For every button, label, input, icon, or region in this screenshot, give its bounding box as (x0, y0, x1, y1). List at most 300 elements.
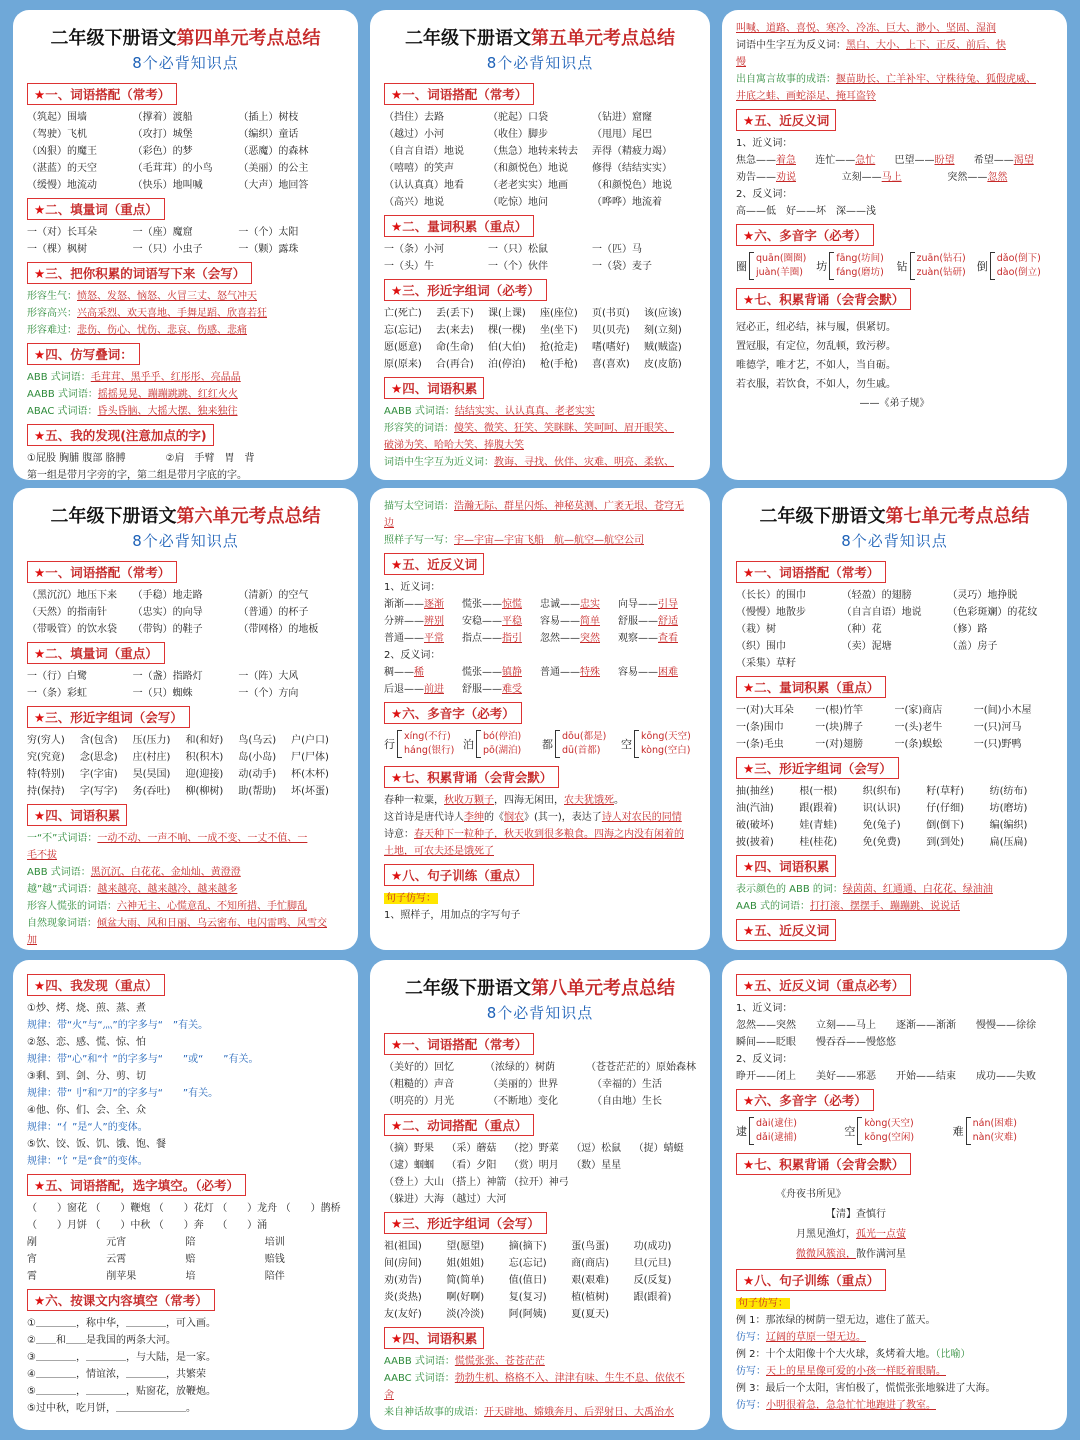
text-line: 越”越”式词语：越来越亮、越来越冷、越来越多 (27, 884, 238, 895)
reading: kōng(空闲) (864, 1132, 915, 1143)
grid-cell: （捉）蜻蜓 (633, 1143, 684, 1154)
section-heading: ★三、形近字组词（会写） (27, 706, 190, 728)
word-answer: 忠实 (580, 599, 600, 610)
readings (864, 1117, 914, 1145)
reading: fáng(磨坊) (836, 267, 884, 278)
grid-row (27, 766, 344, 783)
card-unit-6 (13, 488, 358, 950)
grid-row (27, 109, 344, 126)
grid-cell: 织(织布) (862, 786, 901, 797)
card-subtitle: 8个必背知识点 (841, 532, 948, 550)
grid-cell: 棵(一棵) (488, 325, 526, 336)
bracket (749, 1117, 754, 1145)
line-value: 昏头昏脑、大摇大摆、独来独往 (97, 406, 238, 417)
text-line: 出自寓言故事的成语：揠苗助长、亡羊补牢、守株待兔、狐假虎威、 (736, 74, 1036, 85)
text-line: 高——低 好——坏 深——浅 (736, 206, 876, 217)
grid-cell: （ ）龙舟 (217, 1203, 278, 1214)
card-unit-5 (370, 10, 710, 480)
grid-row (384, 356, 696, 373)
grid-cell: （钻进）窟窿 (592, 112, 652, 123)
text-line: 忽然——突然 立刻——马上 逐渐——渐渐 慢慢——徐徐 (736, 1020, 1036, 1031)
grid-cell: 特(特别) (27, 769, 65, 780)
grid-cell: 持(保持) (27, 786, 65, 797)
grid-row (27, 1200, 344, 1217)
grid-cell: （栽）树 (736, 624, 776, 635)
grid-row (384, 1238, 696, 1255)
grid-cell: 识(认识) (862, 803, 901, 814)
grid-cell: 去(来去) (436, 325, 474, 336)
bracket (857, 1117, 862, 1145)
grid-cell: 一（个）太阳 (238, 227, 299, 238)
grid-cell: 摘(摘下) (508, 1241, 547, 1252)
section-heading: ★二、量词积累（重点） (384, 215, 534, 237)
card-unit-7-cont (13, 960, 358, 1430)
grid-cell: 宵 (27, 1254, 37, 1265)
grid-row (736, 621, 1053, 638)
word-answer: 马上 (881, 172, 902, 183)
grid-row (384, 1306, 696, 1323)
text-line: 2、反义词： (736, 1054, 793, 1065)
grid-cell: 穷(穷人) (27, 735, 65, 746)
section-heading: ★二、量词积累（重点） (736, 676, 886, 698)
polyphone-char: 逮 (736, 1124, 747, 1138)
word: 后退—— (384, 684, 424, 695)
reading: kòng(天空) (864, 1118, 914, 1129)
section-heading: ★六、按课文内容填空（常考） (27, 1289, 215, 1311)
grid-row (27, 143, 344, 160)
grid-cell: 间(房间) (384, 1258, 422, 1269)
bracket (829, 252, 834, 280)
grid-cell: （ ）花灯 (153, 1203, 214, 1214)
word-pair (618, 664, 696, 681)
grid-cell: （采集）草籽 (736, 658, 796, 669)
text-line: ②＿＿和＿＿是我国的两条大河。 (27, 1335, 176, 1346)
grid-row (736, 834, 1053, 851)
polyphone-group (736, 252, 812, 280)
grid-cell: 陪伴 (264, 1271, 285, 1282)
grid-cell: （幸福的）生活 (592, 1079, 662, 1090)
grid-cell: 贝(贝壳) (592, 325, 630, 336)
pair-row (384, 596, 696, 613)
text-line (384, 454, 696, 471)
text-line: 井底之蛙、画蛇添足、掩耳盗铃 (736, 91, 876, 102)
grid-cell: （驼起）口袋 (488, 112, 548, 123)
reading: kōng(天空) (641, 731, 691, 742)
grid-cell: （自由地）生长 (592, 1096, 662, 1107)
grid-cell: 复(复习) (508, 1292, 547, 1303)
grid-cell: 一(对)翅膀 (815, 739, 864, 750)
grid-cell: （彩色）的梦 (132, 146, 193, 157)
grid-cell: （清新）的空气 (238, 590, 309, 601)
readings (483, 730, 521, 758)
grid-cell: 坏(坏蛋) (291, 786, 329, 797)
grid-cell: 弄得（精疲力竭） (592, 146, 672, 157)
text-line: ⑤过中秋，吃月饼，＿＿＿＿＿＿＿。 (27, 1403, 196, 1414)
text-line: 例 3：最后一个太阳，害怕极了，慌慌张张地躲进了大海。 (736, 1383, 996, 1394)
text-line: 仿写：小明很着急，急急忙忙地跑进了教室。 (736, 1400, 936, 1411)
grid-cell: （插上）树枝 (238, 112, 299, 123)
text-line: 描写太空词语：浩瀚无际、群星闪烁、神秘莫测、广袤无垠、苍穹无 (384, 501, 684, 512)
text-line: ①屁股 胸脯 腹部 胳膊 ②肩 手臂 胃 背 (27, 453, 255, 464)
text-line: ABB 式词语：黑沉沉、白花花、金灿灿、黄澄澄 (27, 867, 241, 878)
grid-cell: 桂(桂花) (799, 837, 838, 848)
grid-cell: 跟(跟着) (633, 1292, 672, 1303)
grid-row (384, 305, 696, 322)
word: 忽然—— (540, 633, 580, 644)
card-subtitle: 8个必背知识点 (132, 54, 239, 72)
grid-row (384, 322, 696, 339)
grid-cell: 姐(姐姐) (446, 1258, 485, 1269)
section-heading: ★五、近反义词 (736, 109, 836, 131)
grid-row (736, 736, 1053, 753)
word-answer: 惊慌 (502, 599, 522, 610)
readings (997, 252, 1041, 280)
reading: háng(银行) (404, 745, 455, 756)
grid-cell: 一（袋）麦子 (592, 261, 652, 272)
line-value: 结结实实、认认真真、老老实实 (454, 406, 595, 417)
text-line: 来自神话故事的成语：开天辟地、嫦娥奔月、后羿射日、大禹治水 (384, 1407, 674, 1418)
word-pair (895, 152, 974, 169)
bracket (990, 252, 995, 280)
section-heading: ★五、词语搭配，选字填空。（必考） (27, 1174, 246, 1196)
text-line: 1、近义词： (384, 582, 441, 593)
grid-cell: 跟(跟着) (799, 803, 838, 814)
grid-cell: 一（条）小河 (384, 244, 444, 255)
text-line: 照样子写一写：宇—宇宙—宇宙飞船 航—航空—航空公司 (384, 535, 644, 546)
text-line: 规律：带“心”和“忄”的字多与“ ”或“ ”有关。 (27, 1054, 259, 1065)
grid-row (27, 1251, 344, 1268)
section-heading: ★八、句子训练（重点） (384, 864, 534, 886)
grid-cell: （挡住）去路 (384, 112, 444, 123)
section-heading: ★三、形近字组词（会写） (384, 1212, 547, 1234)
grid-cell (634, 1174, 696, 1191)
grid-cell (634, 1157, 696, 1174)
word-pair (384, 681, 462, 698)
grid-cell: 抽(抽丝) (736, 786, 774, 797)
grid-cell: 赔钱 (264, 1254, 285, 1265)
grid-cell: （吃惊）地问 (488, 197, 548, 208)
grid-cell: 一(只)河马 (973, 722, 1022, 733)
line-value: 破涕为笑、哈哈大笑、捧腹大笑 (384, 440, 524, 451)
text-line: 土地，可农夫还是饿死了 (384, 846, 494, 857)
grid-cell: 值(值日) (508, 1275, 547, 1286)
grid-cell: （摘）野果 (384, 1143, 434, 1154)
word-pair (618, 630, 696, 647)
grid-row (384, 258, 696, 275)
reading: xíng(不行) (404, 731, 451, 742)
grid-cell: 剐 (27, 1237, 37, 1248)
grid-cell: 庄(村庄) (132, 752, 171, 763)
grid-cell: 劝(劝告) (384, 1275, 422, 1286)
grid-cell: 伯(大伯) (488, 342, 526, 353)
word-pair (736, 169, 842, 186)
grid-cell: 一（个）方向 (238, 688, 299, 699)
word: 稠—— (384, 667, 414, 678)
word: 劝告—— (736, 172, 776, 183)
text-line (736, 1295, 1053, 1312)
grid-cell: （数）星星 (571, 1160, 622, 1171)
grid-cell: （越过）小河 (384, 129, 444, 140)
grid-cell: （慢慢）地散步 (736, 607, 806, 618)
grid-cell: 修得（结结实实） (592, 163, 672, 174)
grid-cell: 究(究竟) (27, 752, 65, 763)
grid-cell: （自言自语）地说 (841, 607, 922, 618)
reading: dǎi(逮捕) (756, 1132, 797, 1143)
reading: dū(首都) (562, 745, 601, 756)
line-value: 悲伤、伤心、忧伤、悲哀、伤感、悲痛 (77, 325, 247, 336)
readings (836, 252, 884, 280)
grid-cell: 纺(纺布) (989, 786, 1028, 797)
grid-cell: 炎(炎热) (384, 1292, 422, 1303)
grid-cell: 扁(压扁) (989, 837, 1028, 848)
grid-cell: 枪(手枪) (540, 359, 578, 370)
grid-row (27, 587, 344, 604)
grid-cell: （快乐）地叫喊 (132, 180, 203, 191)
grid-cell: 望(愿望) (446, 1241, 485, 1252)
grid-cell: 一（只）松鼠 (488, 244, 548, 255)
word-answer: 简单 (580, 616, 600, 627)
readings (562, 730, 606, 758)
card-unit-4 (13, 10, 358, 480)
reading: nàn(灾难) (972, 1132, 1017, 1143)
grid-cell: 忘(忘记) (384, 325, 422, 336)
word-pair (384, 630, 462, 647)
grid-cell: （凶狠）的魔王 (27, 146, 97, 157)
word-answer: 稀 (414, 667, 424, 678)
grid-cell: （大声）地回答 (238, 180, 309, 191)
word: 安稳—— (462, 616, 502, 627)
text-line: AABB 式词语：慌慌张张、苍苍茫茫 (384, 1356, 545, 1367)
grid-row (384, 126, 696, 143)
word-pair (540, 613, 618, 630)
grid-cell: （种）花 (841, 624, 882, 635)
grid-row (384, 1140, 696, 1157)
word-answer: 查看 (658, 633, 678, 644)
grid-row (384, 339, 696, 356)
word-pair (384, 613, 462, 630)
grid-cell: 一(条)蜈蚣 (894, 739, 943, 750)
grid-row (384, 177, 696, 194)
grid-cell: （湛蓝）的天空 (27, 163, 97, 174)
grid-row (384, 1093, 696, 1110)
text-line: 仿写：辽阔的草原一望无边。 (736, 1332, 866, 1343)
grid-cell: 一（座）魔窟 (132, 227, 193, 238)
grid-cell: 一(根)竹竿 (815, 705, 864, 716)
grid-cell: 喜(喜欢) (592, 359, 630, 370)
reading: pō(湖泊) (483, 745, 522, 756)
text-line: 加 (27, 935, 37, 946)
word-pair (462, 630, 540, 647)
grid-row (736, 800, 1053, 817)
text-line: 例 2：十个太阳像十个大火球，炙烤着大地。（比喻） (736, 1349, 971, 1360)
text-line: 表示颜色的 ABB 的词：绿茵茵、红通通、白花花、绿油油 (736, 884, 993, 895)
grid-row (27, 732, 344, 749)
grid-cell: （ ）涌 (217, 1220, 268, 1231)
grid-cell (842, 655, 948, 672)
grid-cell: 一（只）蜘蛛 (132, 688, 193, 699)
grid-row (27, 126, 344, 143)
section-heading: ★二、填量词（重点） (27, 642, 165, 664)
section-heading: ★三、形近字组词（必考） (384, 279, 547, 301)
grid-cell: 娃(青蛙) (799, 820, 838, 831)
bracket (910, 252, 915, 280)
grid-cell: 坊(磨坊) (989, 803, 1028, 814)
word-answer: 急忙 (855, 155, 876, 166)
grid-cell: 积(积木) (185, 752, 224, 763)
text-line: AAB 式的词语：打打滚、摆摆手、蹦蹦跳、说说话 (736, 901, 960, 912)
text-line: 诗意：春天种下一粒种子，秋天收到很多粮食。四海之内没有闲着的 (384, 829, 684, 840)
grid-cell: 一（条）彩虹 (27, 688, 87, 699)
grid-cell: 一（棵）枫树 (27, 244, 87, 255)
grid-cell: 贼(贼盗) (644, 342, 682, 353)
section-heading: ★四、词语积累 (384, 377, 484, 399)
grid-row (384, 109, 696, 126)
text-line: 1、照样子，用加点的字写句子 (384, 910, 521, 921)
readings (641, 730, 691, 758)
word-pair (540, 596, 618, 613)
grid-cell: （登上）大山 (384, 1177, 444, 1188)
readings (756, 1117, 797, 1145)
word-answer: 镇静 (502, 667, 522, 678)
section-heading: ★二、动词搭配（重点） (384, 1114, 534, 1136)
grid-cell: 霄 (27, 1271, 37, 1282)
text-line: AABC 式词语：勃勃生机、格格不入、津津有味、生生不息、依依不 (384, 1373, 685, 1384)
reading: dōu(都是) (562, 731, 607, 742)
grid-cell: 柳(柳树) (185, 786, 224, 797)
card-subtitle: 8个必背知识点 (486, 54, 594, 72)
grid-cell: （粗糙的）声音 (384, 1079, 454, 1090)
line-value: 教诲、寻找、伙伴、灾难、明亮、柔软、 (494, 457, 674, 468)
word-pair (462, 681, 540, 698)
text-line: ——《弟子规》 (859, 398, 930, 409)
word: 突然—— (947, 172, 988, 183)
section-heading: ★三、形近字组词（会写） (736, 757, 899, 779)
text-line: 例 1：那浓绿的树荫一望无边，遮住了蓝天。 (736, 1315, 936, 1326)
text-line: 唯德学，唯才艺，不如人，当自砺。 (736, 360, 896, 371)
grid-row (27, 621, 344, 638)
word: 舒服—— (618, 616, 658, 627)
grid-row (736, 817, 1053, 834)
grid-cell: 油(汽油) (736, 803, 774, 814)
grid-cell: 昊(昊国) (132, 769, 171, 780)
text-line (27, 305, 344, 322)
word-pair (540, 630, 618, 647)
reading: fāng(坊间) (836, 253, 884, 264)
grid-cell: （ ）中秋 (90, 1220, 151, 1231)
grid-cell: （苍苍茫茫的）原始森林 (586, 1062, 696, 1073)
grid-cell: 亡(死亡) (384, 308, 422, 319)
word-answer: 渴望 (1013, 155, 1034, 166)
polyphone-group (897, 252, 973, 280)
text-line (27, 403, 344, 420)
word-pair (842, 169, 948, 186)
grid-cell: 一（匹）马 (592, 244, 642, 255)
word-pair (974, 152, 1053, 169)
bracket (749, 252, 754, 280)
grid-cell: 一（头）牛 (384, 261, 434, 272)
bracket (634, 730, 639, 758)
card-unit-6-cont (370, 488, 710, 950)
word: 普通—— (540, 667, 580, 678)
grid-cell: （挖）野菜 (508, 1143, 559, 1154)
grid-row (27, 783, 344, 800)
word: 焦急—— (736, 155, 776, 166)
grid-cell (947, 655, 1053, 672)
grid-cell (634, 1191, 696, 1208)
grid-cell: 一（颗）露珠 (238, 244, 299, 255)
word: 希望—— (973, 155, 1014, 166)
section-heading: ★四、我发现（重点） (27, 974, 165, 996)
line-label: AABB 式词语： (384, 406, 455, 417)
grid-cell: （手稳）地走路 (132, 590, 203, 601)
text-line: 春种一粒粟，秋收万颗子，四海无闲田，农夫犹饿死。 (384, 795, 624, 806)
grid-cell: 一(家)商店 (894, 705, 943, 716)
grid-row (384, 143, 696, 160)
section-heading: ★一、词语搭配（常考） (736, 561, 886, 583)
grid-cell: （普通）的杯子 (238, 607, 309, 618)
grid-cell: 页(书页) (592, 308, 630, 319)
grid-cell: 一(间)小木屋 (973, 705, 1032, 716)
text-line: 2、反义词： (384, 650, 441, 661)
line-value: 毛茸茸、黑乎乎、红彤彤、亮晶晶 (90, 372, 241, 383)
line-value: 摇摇晃晃、蹦蹦跳跳、红红火火 (97, 389, 238, 400)
word-answer: 忽然 (987, 172, 1008, 183)
text-line (384, 403, 696, 420)
polyphone-char: 难 (952, 1124, 964, 1138)
word-pair (384, 664, 462, 681)
grid-row (27, 241, 344, 258)
grid-row (384, 1289, 696, 1306)
bracket (555, 730, 560, 758)
text-line: 规律：带“火”与“灬”的字多与“ ”有关。 (27, 1020, 209, 1031)
text-line: 词语中生字互为反义词：黑白、大小、上下、正反、前后、快 (736, 40, 1006, 51)
section-heading: ★六、多音字（必考） (736, 224, 874, 246)
text-line: 1、近义词： (736, 1003, 793, 1014)
word-answer: 着急 (776, 155, 796, 166)
text-line (27, 288, 344, 305)
line-label: 词语中生字互为近义词： (384, 457, 494, 468)
grid-cell: （长长）的围巾 (736, 590, 806, 601)
reading: nán(困难) (972, 1118, 1017, 1129)
word: 舒服—— (462, 684, 502, 695)
section-heading: ★五、我的发现(注意加点的字) (27, 424, 214, 446)
text-line (384, 890, 696, 907)
text-line: ⑤＿＿＿＿，＿＿＿＿，贴窗花，放鞭炮。 (27, 1386, 216, 1397)
text-line: 规律：带“刂”和“刀”的字多与“ ”有关。 (27, 1088, 219, 1099)
text-line: 第一组是带月字旁的字，第二组是带月字底的字。 (27, 470, 247, 480)
grid-cell: （甩甩）尾巴 (592, 129, 652, 140)
line-value: 兴高采烈、欢天喜地、手舞足蹈、欣喜若狂 (77, 308, 267, 319)
grid-cell: （ ）奔 (153, 1220, 204, 1231)
grid-row (27, 177, 344, 194)
line-value: 傻笑、微笑、狂笑、笑眯眯、笑呵呵、眉开眼笑、 (454, 423, 674, 434)
word-pair (618, 613, 696, 630)
grid-cell: （ ）鹊桥 (280, 1203, 341, 1214)
text-line: 睁开——闭上 美好——邪恶 开始——结束 成功——失败 (736, 1071, 1036, 1082)
grid-cell: 根(一根) (799, 786, 838, 797)
grid-row (384, 241, 696, 258)
grid-cell (634, 1306, 696, 1323)
grid-cell: （忠实）的向导 (132, 607, 203, 618)
grid-cell (509, 1191, 571, 1208)
card-title: 二年级下册语文第八单元考点总结 (405, 978, 675, 999)
word: 向导—— (618, 599, 658, 610)
grid-cell: 元宵 (106, 1237, 127, 1248)
word-answer: 前进 (424, 684, 444, 695)
grid-cell: 动(动手) (238, 769, 277, 780)
grid-cell: （编织）童话 (238, 129, 299, 140)
grid-cell: （高兴）地说 (384, 197, 444, 208)
